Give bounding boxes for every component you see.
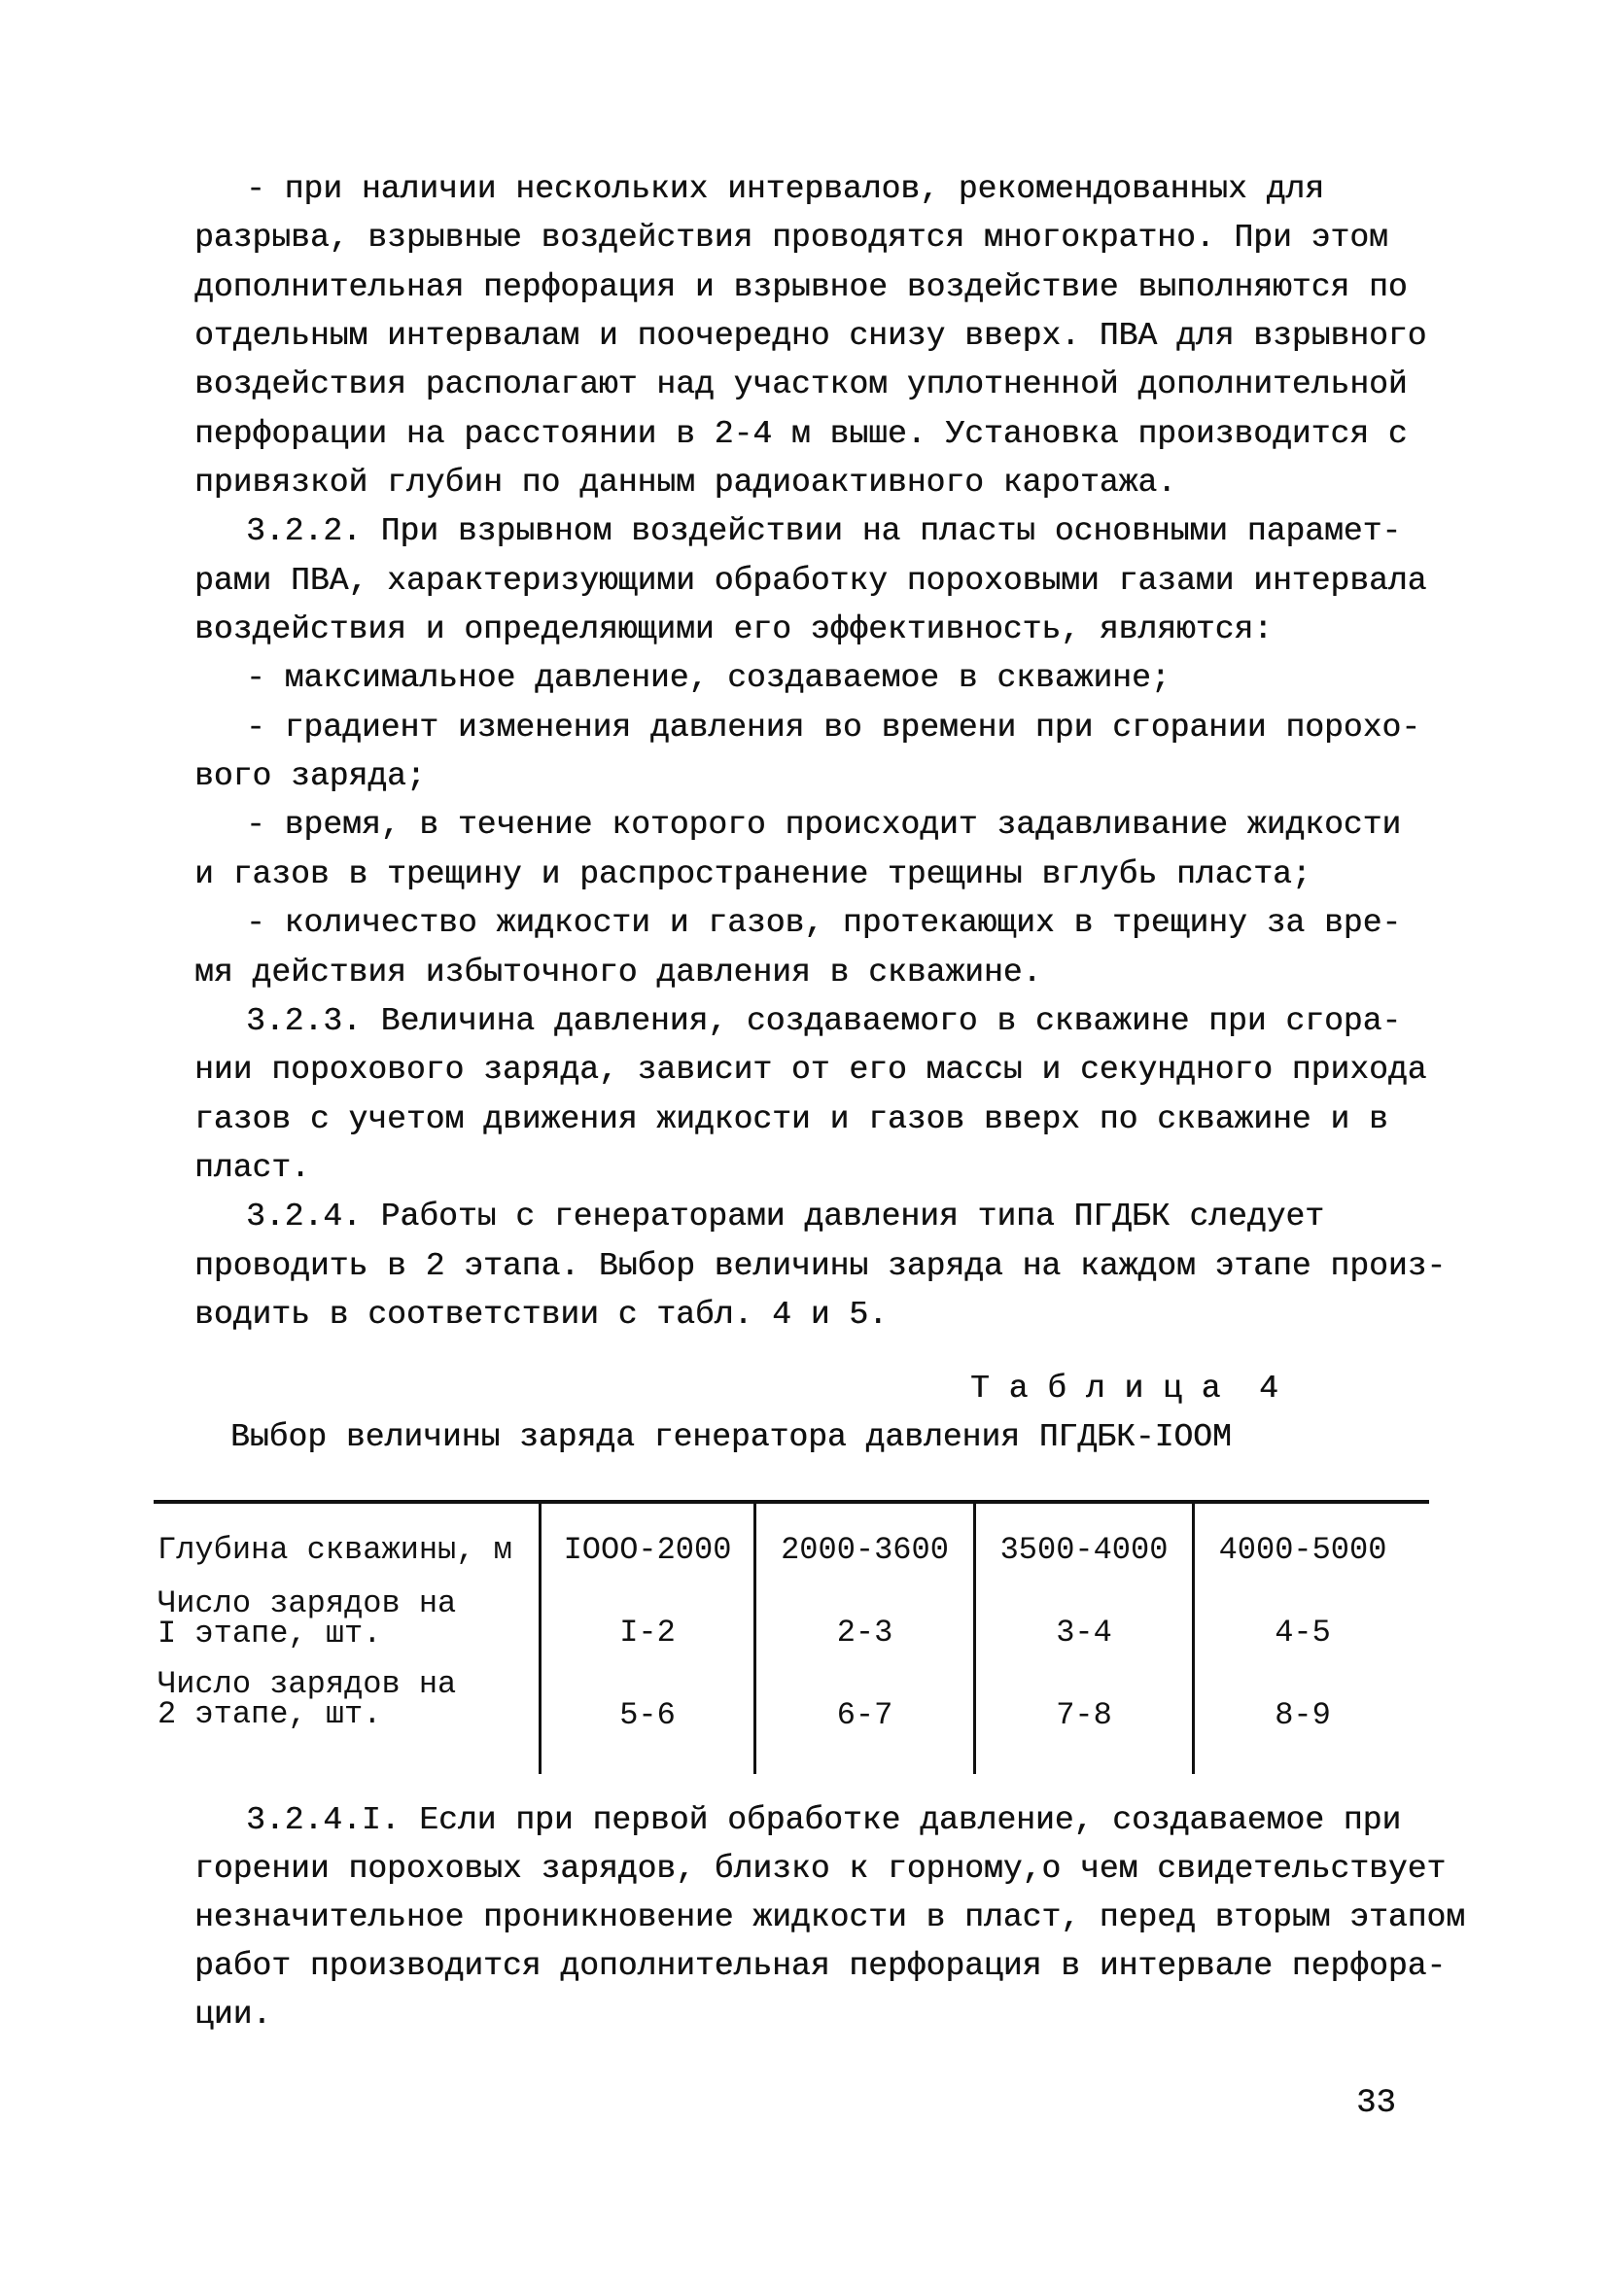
text-line: привязкой глубин по данным радиоактивного каротажа.	[194, 465, 1176, 502]
text-line: воздействия и определяющими его эффективность, являются:	[194, 611, 1273, 648]
table-label: Т а б л и ц а 4	[970, 1371, 1278, 1407]
text-line: работ производится дополнительная перфорация в интервале перфора-	[194, 1948, 1447, 1984]
text-line: горении пороховых зарядов, близко к горному,о чем свидетельствует	[194, 1851, 1447, 1887]
text-line: водить в соответствии с табл. 4 и 5.	[194, 1296, 888, 1333]
text-line: - время, в течение которого происходит задавливание жидкости	[246, 807, 1402, 844]
table-row-label: Число зарядов на I этапе, шт.	[157, 1585, 457, 1652]
text-line: проводить в 2 этапа. Выбор величины заряда на каждом этапе произ-	[194, 1247, 1447, 1284]
text-line: ции.	[194, 1997, 272, 2033]
text-line: мя действия избыточного давления в скважине.	[194, 954, 1042, 991]
table-cell: I-2	[619, 1615, 676, 1651]
table-header-cell: 2000-3600	[781, 1532, 949, 1568]
text-line: воздействия располагают над участком уплотненной дополнительной	[194, 366, 1408, 403]
text-line: пласт.	[194, 1149, 310, 1186]
text-line: и газов в трещину и распространение трещины вглубь пласта;	[194, 855, 1311, 892]
text-line: 3.2.4.I. Если при первой обработке давление, создаваемое при	[246, 1802, 1402, 1838]
text-line: газов с учетом движения жидкости и газов вверх по скважине и в	[194, 1100, 1388, 1137]
table-cell: 2-3	[836, 1615, 893, 1651]
text-line: дополнительная перфорация и взрывное воздействие выполняются по	[194, 268, 1408, 305]
text-line: 3.2.3. Величина давления, создаваемого в скважине при сгора-	[246, 1002, 1402, 1039]
text-line: незначительное проникновение жидкости в пласт, перед вторым этапом	[194, 1899, 1466, 1935]
text-line: рами ПВА, характеризующими обработку пороховыми газами интервала	[194, 562, 1427, 599]
table-cell: 8-9	[1275, 1697, 1331, 1733]
text-line: вого заряда;	[194, 758, 426, 795]
page-number: 33	[1356, 2085, 1396, 2122]
table-header-label: Глубина скважины, м	[157, 1532, 512, 1568]
table-row-label: Число зарядов на 2 этапе, шт.	[157, 1666, 457, 1732]
body-text-bottom	[194, 1796, 1465, 2039]
text-line: - градиент изменения давления во времени при сгорании порохо-	[246, 709, 1420, 746]
text-line: 3.2.2. При взрывном воздействии на пласты основными парамет-	[246, 513, 1402, 550]
table-header-cell: IOOO-2000	[563, 1532, 732, 1568]
table-top-rule	[154, 1500, 1429, 1504]
text-line: 3.2.4. Работы с генераторами давления типа ПГДБК следует	[246, 1199, 1324, 1235]
table-cell: 6-7	[836, 1697, 893, 1733]
text-line: - при наличии нескольких интервалов, рекомендованных для	[246, 171, 1324, 207]
table-header-cell: 4000-5000	[1218, 1532, 1387, 1568]
text-line: нии порохового заряда, зависит от его массы и секундного прихода	[194, 1052, 1427, 1089]
table-title: Выбор величины заряда генератора давления ПГДБК-IOOM	[230, 1419, 1232, 1455]
body-text-top	[194, 165, 1446, 1339]
text-line: разрыва, взрывные воздействия проводятся многократно. При этом	[194, 220, 1388, 257]
table-header-cell: 3500-4000	[999, 1532, 1169, 1568]
table-cell: 3-4	[1056, 1615, 1112, 1651]
table-cell: 5-6	[619, 1697, 676, 1733]
text-line: перфорации на расстоянии в 2-4 м выше. Установка производится с	[194, 415, 1408, 452]
text-line: - максимальное давление, создаваемое в скважине;	[246, 660, 1171, 697]
table-cell: 4-5	[1275, 1615, 1331, 1651]
table-cell: 7-8	[1056, 1697, 1112, 1733]
text-line: - количество жидкости и газов, протекающих в трещину за вре-	[246, 905, 1402, 942]
text-line: отдельным интервалам и поочередно снизу вверх. ПВА для взрывного	[194, 318, 1427, 355]
